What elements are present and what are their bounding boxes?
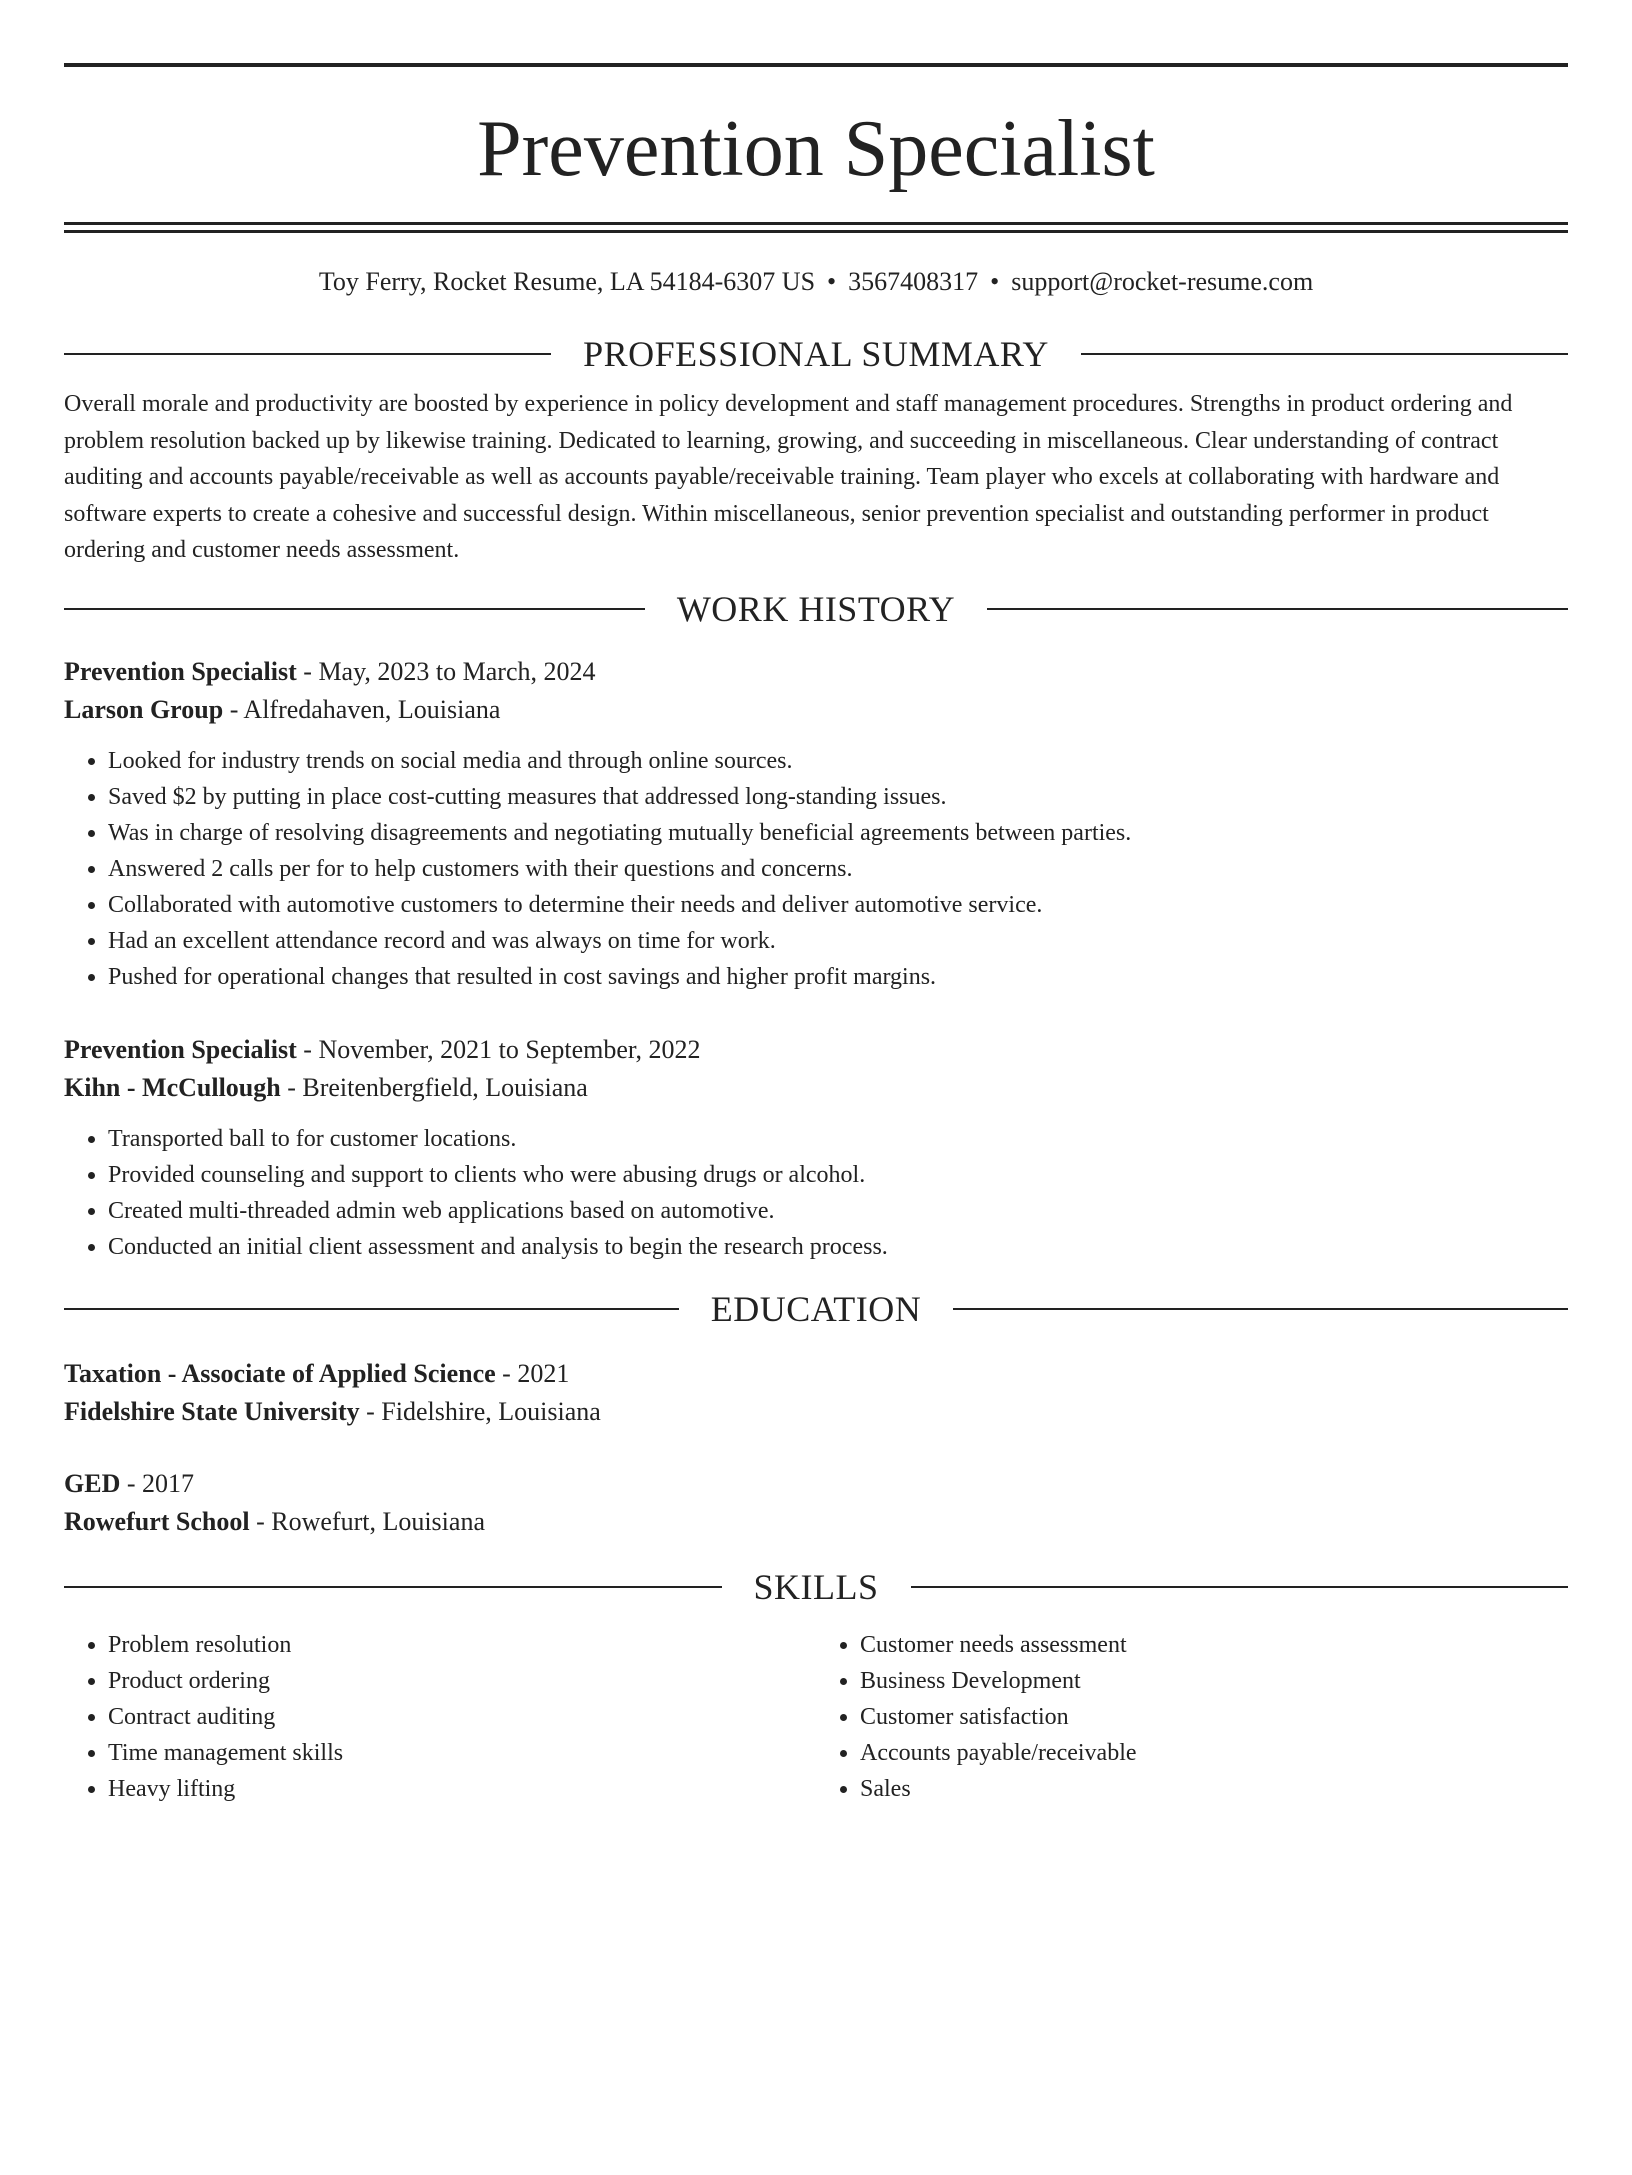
skill-item: • Product ordering xyxy=(108,1663,816,1699)
job-title-line xyxy=(64,1031,1568,1069)
work-section-heading xyxy=(64,587,1568,631)
company-location: - Breitenbergfield, Louisiana xyxy=(280,1072,588,1102)
skills-column-left xyxy=(64,1627,816,1807)
school-line xyxy=(64,1393,1568,1431)
education-heading-label: EDUCATION xyxy=(710,1288,922,1329)
degree-year: - 2017 xyxy=(120,1468,195,1498)
contact-line xyxy=(64,264,1568,300)
job-bullet: • Pushed for operational changes that resulted in cost savings and higher profit margins. xyxy=(108,959,1568,995)
heading-rule-right xyxy=(1081,353,1568,355)
degree-line xyxy=(64,1355,1568,1393)
job-bullet: • Saved $2 by putting in place cost-cutting measures that addressed long-standing issues. xyxy=(108,779,1568,815)
summary-section-heading xyxy=(64,332,1568,376)
job-dates: - November, 2021 to September, 2022 xyxy=(296,1034,701,1064)
skills-grid xyxy=(64,1627,1568,1807)
company-location: - Alfredahaven, Louisiana xyxy=(223,694,501,724)
skill-item: • Time management skills xyxy=(108,1735,816,1771)
job-dates: - May, 2023 to March, 2024 xyxy=(296,656,596,686)
skill-item: • Sales xyxy=(860,1771,1568,1807)
top-rule xyxy=(64,63,1568,67)
job-entry xyxy=(64,1031,1568,1265)
job-bullet: • Was in charge of resolving disagreements and negotiating mutually beneficial agreements between parties. xyxy=(108,815,1568,851)
skills-column-right xyxy=(816,1627,1568,1807)
heading-rule-left xyxy=(64,608,645,610)
contact-phone: 3567408317 xyxy=(848,267,979,296)
job-bullet: • Had an excellent attendance record and was always on time for work. xyxy=(108,923,1568,959)
skill-item: • Accounts payable/receivable xyxy=(860,1735,1568,1771)
skill-item: • Problem resolution xyxy=(108,1627,816,1663)
skill-item: • Customer satisfaction xyxy=(860,1699,1568,1735)
resume-title: Prevention Specialist xyxy=(477,105,1155,193)
degree-line xyxy=(64,1465,1568,1503)
school-name: Fidelshire State University xyxy=(64,1396,360,1426)
skill-item: • Business Development xyxy=(860,1663,1568,1699)
education-section-heading xyxy=(64,1287,1568,1331)
title-double-rule xyxy=(64,222,1568,233)
skills-list xyxy=(816,1627,1568,1807)
job-bullet: • Conducted an initial client assessment and analysis to begin the research process. xyxy=(108,1229,1568,1265)
summary-text: Overall morale and productivity are boosted by experience in policy development and staff management procedures. Strengths in product ordering and problem resolution backed up by likewise training. Dedicated to learning, growing, and succeeding in miscellaneous. Clear understanding of contract auditing and accounts payable/receivable as well as accounts payable/receivable training. Team player who excels at collaborating with hardware and software experts to create a cohesive and successful design. Within miscellaneous, senior prevention specialist and outstanding performer in product ordering and customer needs assessment. xyxy=(64,391,1513,563)
degree-name: GED xyxy=(64,1468,121,1498)
contact-separator: • xyxy=(990,267,1000,296)
education-entry xyxy=(64,1465,1568,1541)
work-heading-label: WORK HISTORY xyxy=(676,588,956,629)
resume-page xyxy=(0,63,1632,2175)
job-bullets xyxy=(64,743,1568,995)
skill-item: • Heavy lifting xyxy=(108,1771,816,1807)
heading-rule-right xyxy=(987,608,1568,610)
skills-list xyxy=(64,1627,816,1807)
heading-rule-right xyxy=(953,1308,1568,1310)
contact-address: Toy Ferry, Rocket Resume, LA 54184-6307 US xyxy=(318,267,816,296)
job-bullets xyxy=(64,1121,1568,1265)
job-bullet: • Provided counseling and support to clients who were abusing drugs or alcohol. xyxy=(108,1157,1568,1193)
job-title: Prevention Specialist xyxy=(64,1034,297,1064)
heading-rule-right xyxy=(911,1586,1569,1588)
summary-heading-label: PROFESSIONAL SUMMARY xyxy=(583,334,1049,374)
company-line xyxy=(64,691,1568,729)
job-bullet: • Transported ball to for customer locations. xyxy=(108,1121,1568,1157)
job-bullet: • Answered 2 calls per for to help customers with their questions and concerns. xyxy=(108,851,1568,887)
school-name: Rowefurt School xyxy=(64,1506,250,1536)
company-line xyxy=(64,1069,1568,1107)
skill-item: • Customer needs assessment xyxy=(860,1627,1568,1663)
skills-section-heading xyxy=(64,1565,1568,1609)
job-bullet: • Collaborated with automotive customers to determine their needs and deliver automotive service. xyxy=(108,887,1568,923)
job-bullet: • Created multi-threaded admin web applications based on automotive. xyxy=(108,1193,1568,1229)
degree-name: Taxation - Associate of Applied Science xyxy=(64,1358,496,1388)
job-bullet: • Looked for industry trends on social media and through online sources. xyxy=(108,743,1568,779)
skills-heading-label: SKILLS xyxy=(753,1566,879,1607)
contact-separator: • xyxy=(827,267,837,296)
heading-rule-left xyxy=(64,353,551,355)
job-title-line xyxy=(64,653,1568,691)
contact-email: support@rocket-resume.com xyxy=(1011,267,1314,296)
job-entry xyxy=(64,653,1568,995)
school-location: - Rowefurt, Louisiana xyxy=(249,1506,485,1536)
company-name: Larson Group xyxy=(64,694,224,724)
education-entry xyxy=(64,1355,1568,1431)
degree-year: - 2021 xyxy=(495,1358,570,1388)
school-location: - Fidelshire, Louisiana xyxy=(359,1396,601,1426)
heading-rule-left xyxy=(64,1308,679,1310)
company-name: Kihn - McCullough xyxy=(64,1072,281,1102)
skill-item: • Contract auditing xyxy=(108,1699,816,1735)
heading-rule-left xyxy=(64,1586,722,1588)
school-line xyxy=(64,1503,1568,1541)
job-title: Prevention Specialist xyxy=(64,656,297,686)
